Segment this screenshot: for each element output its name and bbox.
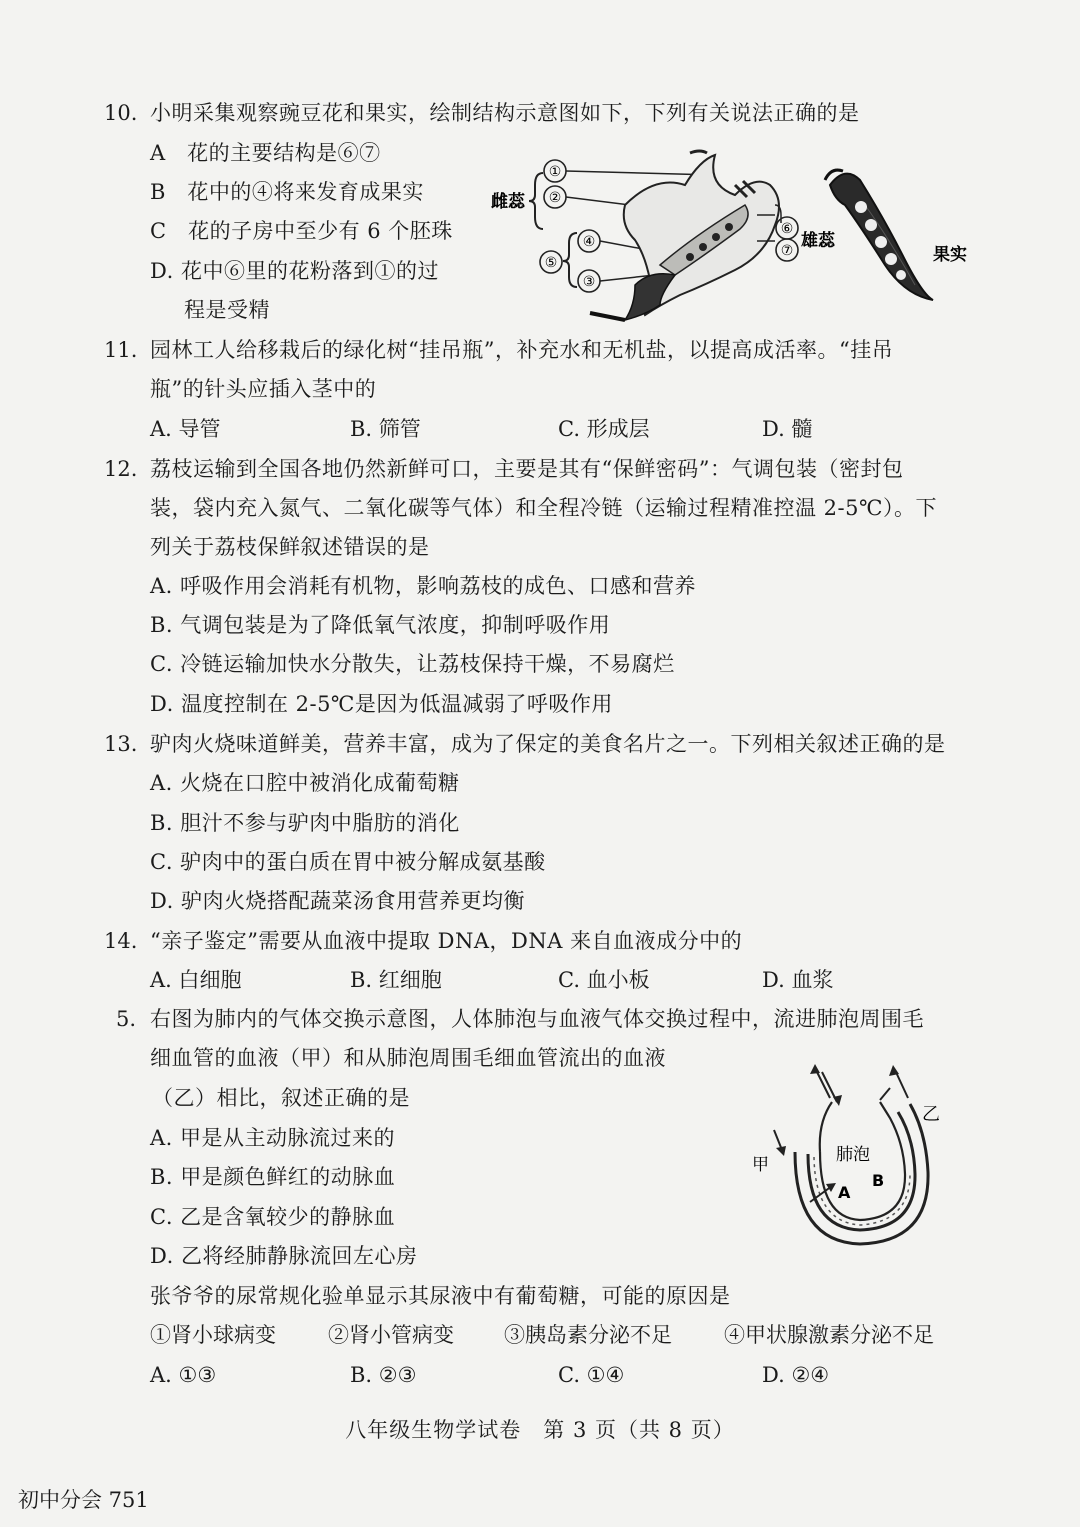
q10-option-d-line1: D. 花中⑥里的花粉落到①的过 xyxy=(150,259,439,283)
q14-options xyxy=(150,965,950,995)
q12-stem-line1: 荔枝运输到全国各地仍然新鲜可口，主要是其有“保鲜密码”：气调包装（密封包 xyxy=(150,457,904,481)
q16-options xyxy=(150,1360,950,1390)
q16-option-d: D. ②④ xyxy=(762,1363,830,1387)
q10-number: 10. xyxy=(104,101,138,125)
label-yi: 乙 xyxy=(922,1104,940,1125)
q16-item-4: ④甲状腺激素分泌不足 xyxy=(724,1323,934,1347)
marker-4: ④ xyxy=(582,234,596,250)
q12-option-b: B. 气调包装是为了降低氧气浓度，抑制呼吸作用 xyxy=(150,613,611,637)
q10-option-d-line2: 程是受精 xyxy=(184,298,270,322)
q11-option-b: B. 筛管 xyxy=(350,417,421,441)
marker-7: ⑦ xyxy=(780,243,794,259)
q14-stem: “亲子鉴定”需要从血液中提取 DNA，DNA 来自血液成分中的 xyxy=(150,929,743,953)
q11-stem-line1: 园林工人给移栽后的绿化树“挂吊瓶”，补充水和无机盐，以提高成活率。“挂吊 xyxy=(150,338,894,362)
q15-option-b: B. 甲是颜色鲜红的动脉血 xyxy=(150,1165,396,1189)
q15-number: 5. xyxy=(116,1007,137,1031)
q14-number: 14. xyxy=(104,929,138,953)
marker-2: ② xyxy=(548,190,562,206)
q13-option-a: A. 火烧在口腔中被消化成葡萄糖 xyxy=(150,771,460,795)
q16-item-2: ②肾小管病变 xyxy=(328,1323,454,1347)
q11-options xyxy=(150,414,950,444)
q11-option-a: A. 导管 xyxy=(150,417,221,441)
q15-stem-line1: 右图为肺内的气体交换示意图，人体肺泡与血液气体交换过程中，流进肺泡周围毛 xyxy=(150,1007,924,1031)
q16-item-1: ①肾小球病变 xyxy=(150,1323,276,1347)
corner-watermark-text: 初中分会 751 xyxy=(18,1488,149,1512)
q12-option-c: C. 冷链运输加快水分散失，让荔枝保持干燥，不易腐烂 xyxy=(150,652,675,676)
q15-option-d: D. 乙将经肺静脉流回左心房 xyxy=(150,1244,418,1268)
q12-option-a: A. 呼吸作用会消耗有机物，影响荔枝的成色、口感和营养 xyxy=(150,574,697,598)
q13-number: 13. xyxy=(104,732,138,756)
q16-option-c: C. ①④ xyxy=(558,1363,625,1387)
q10-option-c: C 花的子房中至少有 6 个胚珠 xyxy=(150,219,453,243)
marker-6: ⑥ xyxy=(780,221,794,237)
q11-number: 11. xyxy=(104,338,138,362)
stamen-label: 雄蕊 xyxy=(801,231,835,251)
q13-option-b: B. 胆汁不参与驴肉中脂肪的消化 xyxy=(150,811,460,835)
q13-option-c: C. 驴肉中的蛋白质在胃中被分解成氨基酸 xyxy=(150,850,546,874)
q15-option-c: C. 乙是含氧较少的静脉血 xyxy=(150,1205,396,1229)
q12-number: 12. xyxy=(104,457,138,481)
q15-option-a: A. 甲是从主动脉流过来的 xyxy=(150,1126,396,1150)
marker-3: ③ xyxy=(582,274,596,290)
pistil-label: 雌蕊 xyxy=(491,192,525,212)
label-jia: 甲 xyxy=(752,1155,769,1175)
alveolus-label-b: B xyxy=(872,1171,885,1190)
alveolus-figure xyxy=(740,1062,960,1252)
q13-stem: 驴肉火烧味道鲜美，营养丰富，成为了保定的美食名片之一。下列相关叙述正确的是 xyxy=(150,732,946,756)
q16-items xyxy=(150,1320,960,1350)
page-footer: 八年级生物学试卷 第 3 页（共 8 页） xyxy=(345,1418,735,1442)
marker-1: ① xyxy=(548,164,562,180)
q12-stem-line3: 列关于荔枝保鲜叙述错误的是 xyxy=(150,535,430,559)
marker-5: ⑤ xyxy=(544,255,558,271)
q16-option-b: B. ②③ xyxy=(350,1363,417,1387)
q16-item-3: ③胰岛素分泌不足 xyxy=(504,1323,672,1347)
q11-stem-line2: 瓶”的针头应插入茎中的 xyxy=(150,377,377,401)
q13-option-d: D. 驴肉火烧搭配蔬菜汤食用营养更均衡 xyxy=(150,889,525,913)
q14-option-c: C. 血小板 xyxy=(558,968,650,992)
q15-stem-line2: 细血管的血液（甲）和从肺泡周围毛细血管流出的血液 xyxy=(150,1046,666,1070)
q15-stem-line3: （乙）相比，叙述正确的是 xyxy=(152,1086,410,1110)
fruit-label: 果实 xyxy=(933,245,967,265)
pea-flower-figure xyxy=(485,145,985,330)
alveolus-label: 肺泡 xyxy=(836,1145,870,1165)
q14-option-d: D. 血浆 xyxy=(762,968,834,992)
q12-stem-line2: 装，袋内充入氮气、二氧化碳等气体）和全程冷链（运输过程精准控温 2-5℃）。下 xyxy=(150,496,937,520)
alveolus-label-a: A xyxy=(838,1183,851,1202)
q10-option-a: A 花的主要结构是⑥⑦ xyxy=(150,141,381,165)
q14-option-a: A. 白细胞 xyxy=(150,968,242,992)
q14-option-b: B. 红细胞 xyxy=(350,968,442,992)
q16-option-a: A. ①③ xyxy=(150,1363,217,1387)
q11-option-d: D. 髓 xyxy=(762,417,813,441)
q10-option-b: B 花中的④将来发育成果实 xyxy=(150,180,424,204)
q16-stem: 张爷爷的尿常规化验单显示其尿液中有葡萄糖，可能的原因是 xyxy=(150,1284,731,1308)
q10-stem: 小明采集观察豌豆花和果实，绘制结构示意图如下，下列有关说法正确的是 xyxy=(150,101,860,125)
q11-option-c: C. 形成层 xyxy=(558,417,650,441)
q12-option-d: D. 温度控制在 2-5℃是因为低温减弱了呼吸作用 xyxy=(150,692,613,716)
